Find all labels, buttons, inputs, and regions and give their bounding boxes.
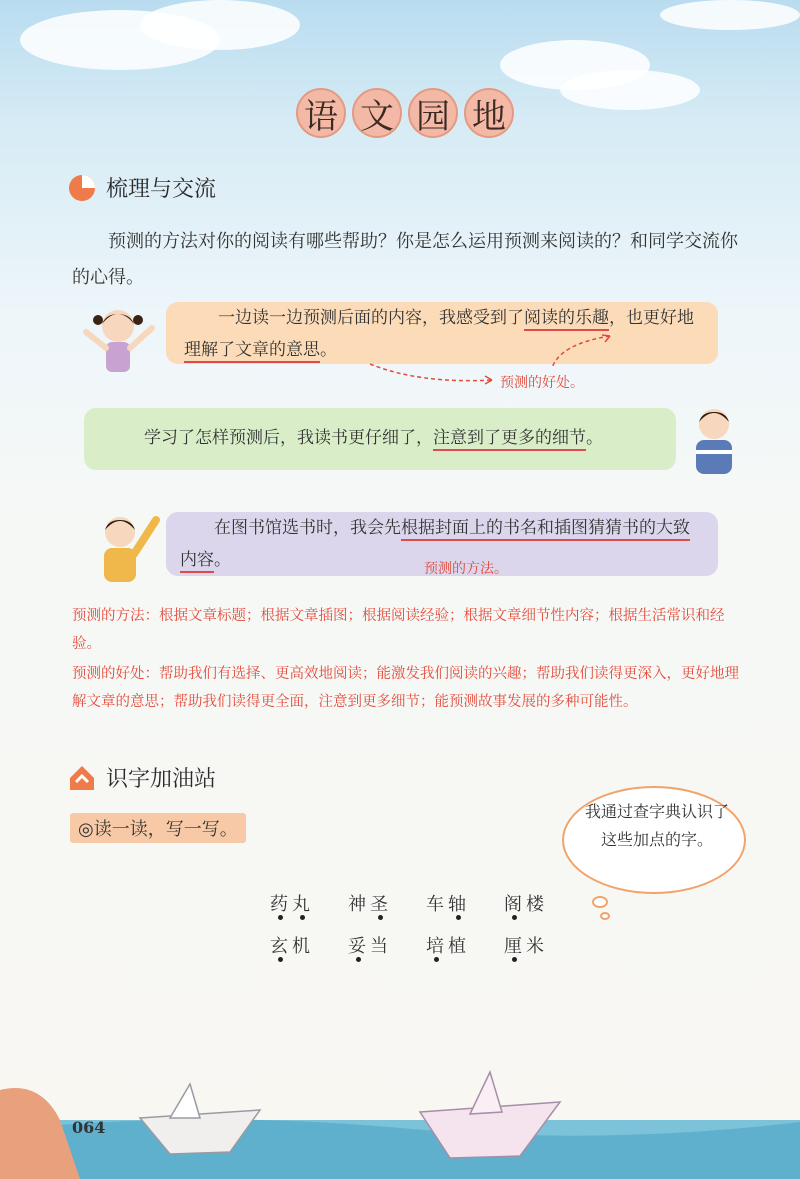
title-char: 文 [352,88,402,138]
bubble2-end: 。 [586,428,603,448]
annotation-arrows [320,334,640,394]
thought-dot [592,896,608,908]
word-item: 阁楼 [504,894,548,915]
task-label: ◎读一读，写一写。 [70,813,246,843]
bubble1-end: 。 [320,340,337,360]
intro-paragraph: 预测的方法对你的阅读有哪些帮助？你是怎么运用预测来阅读的？和同学交流你的心得。 [72,231,738,288]
emphasis-dot [278,957,283,962]
boy-illustration [686,400,742,478]
thought-dot [600,912,610,920]
word-item: 药丸 [270,894,314,915]
bubble2-underline: 注意到了更多的细节 [433,428,586,451]
bubble3-underline-2: 的大致内容 [180,518,690,573]
thought-text: 我通过查字典认识了这些加点的字。 [584,802,729,849]
note-methods-list: 预测的方法：根据文章标题；根据文章插图；根据阅读经验；根据文章细节性内容；根据生活常识和经验。 [72,608,725,652]
emphasis-dot [378,915,383,920]
word-item: 妥当 [348,936,392,957]
title-char: 语 [296,88,346,138]
emphasis-dot [512,915,517,920]
section-title: 梳理与交流 [106,177,217,202]
bubble3-text: 在图书馆选书时，我会先 [214,518,401,538]
bubble1-underline-2: 理解了文章的意思 [184,340,320,363]
note-benefit: 预测的好处。 [500,375,584,391]
emphasis-dot [456,915,461,920]
emphasis-dot [434,957,439,962]
cloud [560,70,700,110]
title-char: 地 [464,88,514,138]
water-scene [0,1060,800,1179]
cloud [140,0,300,50]
girl-illustration [78,302,160,376]
emphasis-dot [512,957,517,962]
word-item: 玄机 [270,936,314,957]
page-number: 064 [72,1118,106,1137]
section-title: 识字加油站 [106,767,217,792]
bubble2-text: 学习了怎样预测后，我读书更仔细了， [144,428,433,448]
bubble1-text-mid: ，也更好地 [609,308,694,328]
bubble3-underline-1: 根据封面上的书名和插图猜猜书 [401,518,639,541]
speech-bubble-2 [84,408,676,470]
bubble3-end: 。 [214,550,231,570]
note-method: 预测的方法。 [424,561,508,577]
section-heading-1 [68,172,216,203]
emphasis-dot [278,915,283,920]
word-item: 培植 [426,936,470,957]
boy-pointing-illustration [94,508,164,584]
page-title [296,88,514,138]
word-item: 神圣 [348,894,392,915]
section-heading-2 [68,762,216,793]
cloud [660,0,800,30]
bubble1-underline-1: 阅读的乐趣 [524,308,609,331]
emphasis-dot [300,915,305,920]
bubble1-text: 一边读一边预测后面的内容，我感受到了 [218,308,524,328]
section-icon [68,174,96,202]
word-item: 厘米 [504,936,548,957]
word-item: 车轴 [426,894,470,915]
section-icon [68,764,96,792]
note-benefits-list: 预测的好处：帮助我们有选择、更高效地阅读；能激发我们阅读的兴趣；帮助我们读得更深入，更好地理解文章的意思；帮助我们读得更全面，注意到更多细节；能预测故事发展的多种可能性。 [72,666,739,710]
emphasis-dot [356,957,361,962]
title-char: 园 [408,88,458,138]
